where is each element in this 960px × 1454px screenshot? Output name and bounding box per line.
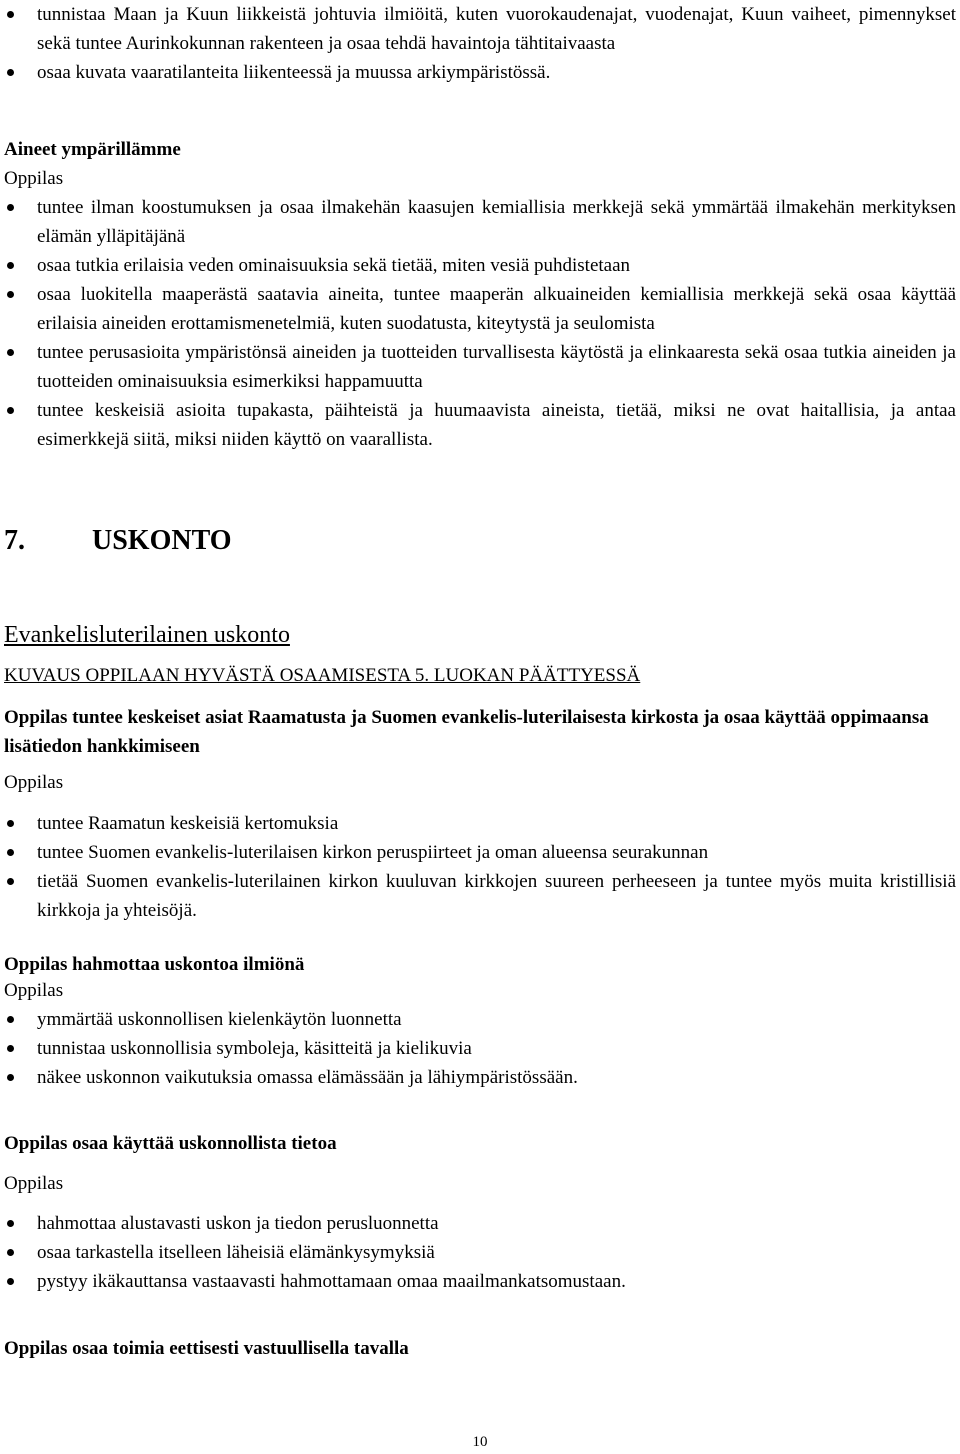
chapter-title: USKONTO	[92, 525, 232, 556]
section-heading: Oppilas hahmottaa uskontoa ilmiönä	[4, 954, 305, 975]
section-heading: Oppilas osaa toimia eettisesti vastuullisella tavalla	[4, 1338, 409, 1359]
oppilas-label: Oppilas	[4, 168, 64, 189]
list-item: tietää Suomen evankelis-luterilainen kirkon kuuluvan kirkkojen suureen perheeseen ja tuntee myös muita kristillisiä kirkkoja ja yhteisöjä.	[4, 867, 956, 925]
list-item: osaa luokitella maaperästä saatavia aineita, tuntee maaperän alkuaineiden kemiallisia merkkejä sekä osaa käyttää erilaisia aineiden erottamismenetelmiä, kuten suodatusta, kiteytystä ja seulomista	[4, 280, 956, 338]
page-number: 10	[472, 1434, 488, 1450]
list-item: tuntee Suomen evankelis-luterilaisen kirkon peruspiirteet ja oman alueensa seurakunnan	[4, 838, 956, 867]
section-heading: Oppilas tuntee keskeiset asiat Raamatusta ja Suomen evankelis-luterilaisesta kirkosta ja osaa käyttää oppimaansa lisätiedon hankkimiseen	[4, 707, 929, 757]
subject-title: Evankelisluterilainen uskonto	[4, 622, 290, 648]
list-item: tuntee keskeisiä asioita tupakasta, päihteistä ja huumaavista aineista, tietää, miksi ne ovat haitallisia, ja antaa esimerkkejä siitä, miksi niiden käyttö on vaarallista.	[4, 396, 956, 454]
chapter-heading	[4, 524, 956, 558]
list-item: tunnistaa uskonnollisia symboleja, käsitteitä ja kielikuvia	[4, 1034, 956, 1063]
section-heading-aineet: Aineet ympärillämme	[4, 139, 181, 160]
oppilas-label: Oppilas	[4, 1173, 64, 1194]
list-item: tuntee Raamatun keskeisiä kertomuksia	[4, 809, 956, 838]
list-item: hahmottaa alustavasti uskon ja tiedon perusluonnetta	[4, 1209, 956, 1238]
oppilas-label: Oppilas	[4, 980, 64, 1001]
top-bullet-list	[4, 0, 956, 87]
description-heading	[4, 661, 956, 690]
list-item: tuntee ilman koostumuksen ja osaa ilmakehän kaasujen kemiallisia merkkejä sekä ymmärtää ilmakehän merkityksen elämän ylläpitäjänä	[4, 193, 956, 251]
section-bullet-list	[4, 809, 956, 925]
list-item: pystyy ikäkauttansa vastaavasti hahmottamaan omaa maailmankatsomustaan.	[4, 1267, 956, 1296]
list-item: tuntee perusasioita ympäristönsä aineiden ja tuotteiden turvallisesta käytöstä ja elinkaaresta sekä osaa tutkia aineiden ja tuotteiden ominaisuuksia esimerkiksi happamuutta	[4, 338, 956, 396]
list-item: osaa tutkia erilaisia veden ominaisuuksia sekä tietää, miten vesiä puhdistetaan	[4, 251, 956, 280]
list-item: osaa tarkastella itselleen läheisiä elämänkysymyksiä	[4, 1238, 956, 1267]
aineet-bullet-list	[4, 193, 956, 454]
section-bullet-list	[4, 1005, 956, 1092]
section-heading: Oppilas osaa käyttää uskonnollista tietoa	[4, 1133, 337, 1154]
list-item: näkee uskonnon vaikutuksia omassa elämässään ja lähiympäristössään.	[4, 1063, 956, 1092]
oppilas-label: Oppilas	[4, 772, 64, 793]
description-title: KUVAUS OPPILAAN HYVÄSTÄ OSAAMISESTA 5. LUOKAN PÄÄTTYESSÄ	[4, 665, 641, 686]
subject-heading	[4, 620, 956, 650]
section-bullet-list	[4, 1209, 956, 1296]
list-item: tunnistaa Maan ja Kuun liikkeistä johtuvia ilmiöitä, kuten vuorokaudenajat, vuodenajat, Kuun vaiheet, pimennykset sekä tuntee Aurinkokunnan rakenteen ja osaa tehdä havaintoja tähtitaivaasta	[4, 0, 956, 58]
list-item: ymmärtää uskonnollisen kielenkäytön luonnetta	[4, 1005, 956, 1034]
list-item: osaa kuvata vaaratilanteita liikenteessä ja muussa arkiympäristössä.	[4, 58, 956, 87]
chapter-number: 7.	[4, 525, 25, 556]
